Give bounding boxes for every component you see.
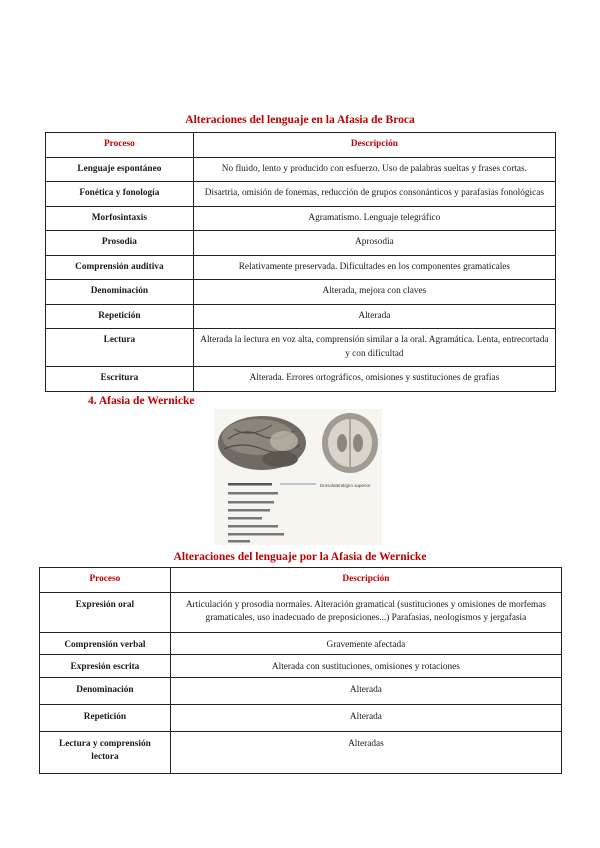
proceso-cell: Comprensión auditiva [46,256,194,280]
table-row [46,280,556,305]
table-row [40,731,562,773]
descripcion-cell: Alteradas [170,731,561,773]
proceso-cell: Prosodia [46,231,194,256]
figure-label: Dorsolateral/giro superior [320,483,371,488]
descripcion-cell: Alterada [193,305,555,329]
broca-table-title: Alteraciones del lenguaje en la Afasia de Broca [185,114,415,126]
proceso-cell: Morfosintaxis [46,207,194,231]
proceso-cell: Denominación [46,280,194,305]
proceso-cell: Fonética y fonología [46,182,194,207]
descripcion-cell: Alterada la lectura en voz alta, comprensión similar a la oral. Agramática. Lenta, entrecortada y con dificultad [193,329,555,367]
descripcion-cell: Alterada. Errores ortográficos, omisiones y sustituciones de grafías [193,367,555,392]
descripcion-cell: Relativamente preservada. Dificultades en los componentes gramaticales [193,256,555,280]
table-row [46,182,556,207]
descripcion-cell: Disartria, omisión de fonemas, reducción de grupos consonánticos y parafasias fonológicas [193,182,555,207]
descripcion-cell: No fluido, lento y producido con esfuerzo. Uso de palabras sueltas y frases cortas. [193,158,555,182]
table-row [46,305,556,329]
table-row [40,655,562,677]
table-row [40,677,562,704]
descripcion-cell: Alterada con sustituciones, omisiones y rotaciones [170,655,561,677]
brain-illustration [214,409,382,545]
proceso-cell: Lectura y comprensión lectora [40,731,171,773]
table-row [40,593,562,633]
wernicke-table [39,567,562,774]
wernicke-header-descripcion: Descripción [170,568,561,593]
descripcion-cell: Agramatismo. Lenguaje telegráfico [193,207,555,231]
broca-table [45,132,556,392]
descripcion-cell: Articulación y prosodia normales. Alteración gramatical (sustituciones y omisiones de morfemas gramaticales, uso inadecuado de preposiciones...) Parafasias, neologismos y jergafasia [170,593,561,633]
proceso-cell: Repetición [40,704,171,731]
table-row [46,367,556,392]
descripcion-cell: Gravemente afectada [170,633,561,655]
descripcion-cell: Aprosodia [193,231,555,256]
table-row [46,207,556,231]
section-heading-wernicke: 4. Afasia de Wernicke [88,395,195,407]
table-row [46,256,556,280]
wernicke-header-proceso: Proceso [40,568,171,593]
table-row [46,158,556,182]
proceso-cell: Repetición [46,305,194,329]
broca-header-proceso: Proceso [46,133,194,158]
proceso-cell: Expresión oral [40,593,171,633]
table-row [46,329,556,367]
descripcion-cell: Alterada [170,677,561,704]
proceso-cell: Expresión escrita [40,655,171,677]
proceso-cell: Comprensión verbal [40,633,171,655]
broca-header-descripcion: Descripción [193,133,555,158]
table-row [40,633,562,655]
descripcion-cell: Alterada [170,704,561,731]
brain-figure [214,409,382,545]
proceso-cell: Lectura [46,329,194,367]
table-row [40,704,562,731]
proceso-cell: Escritura [46,367,194,392]
proceso-cell: Lenguaje espontáneo [46,158,194,182]
table-row [46,231,556,256]
descripcion-cell: Alterada, mejora con claves [193,280,555,305]
proceso-cell: Denominación [40,677,171,704]
wernicke-table-title: Alteraciones del lenguaje por la Afasia de Wernicke [173,551,427,563]
